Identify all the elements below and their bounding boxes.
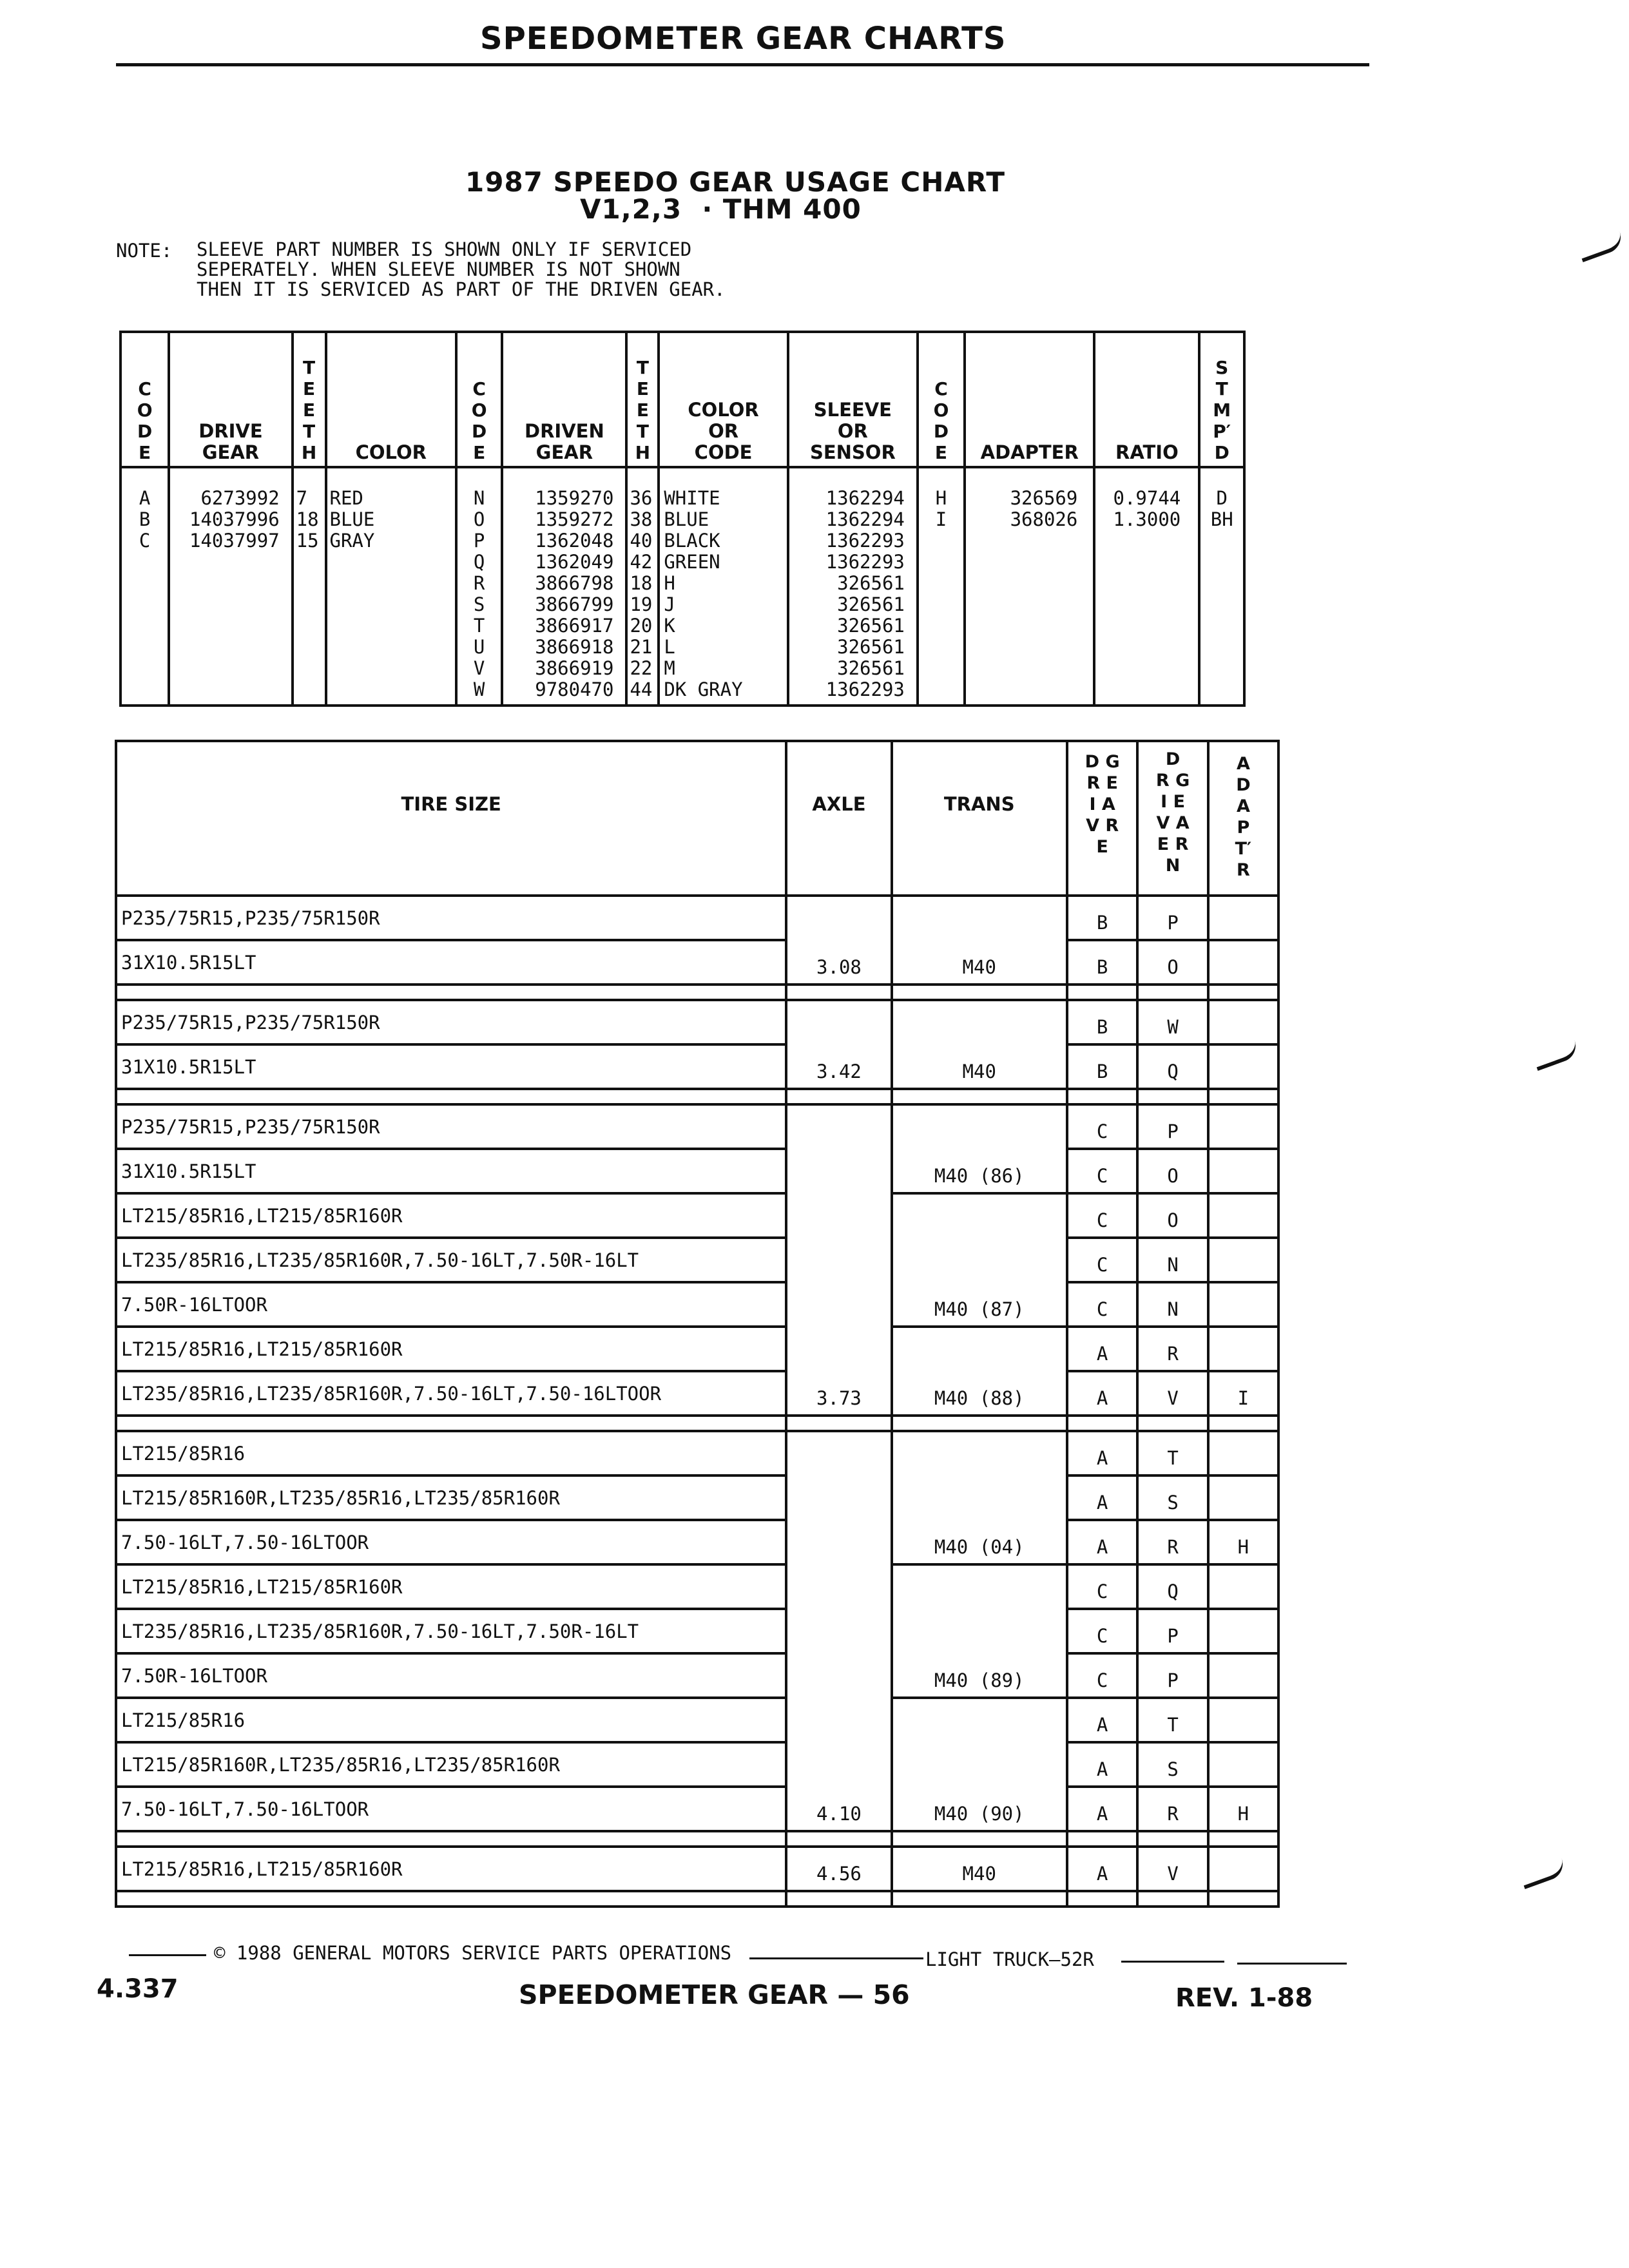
cell-drive-gear: C <box>1067 1193 1137 1238</box>
chart-subtitle: V1,2,3 · THM 400 <box>580 193 862 225</box>
cell-axle: 4.56 <box>786 1847 891 1891</box>
cell-driven-gear: O <box>1137 940 1208 985</box>
cell-drive-gear: B <box>1067 1044 1137 1089</box>
cell-driven-gear: W <box>1137 1000 1208 1044</box>
table-row <box>116 1847 1278 1891</box>
spacer-cell <box>786 1089 891 1104</box>
cell-driven-gear: S <box>1137 1475 1208 1520</box>
header-driven-gear: DRIVEN GEAR <box>502 332 626 467</box>
header-color-code: COLOR OR CODE <box>659 332 788 467</box>
cell-driven-gear: V <box>1137 1371 1208 1416</box>
cell-driven-gear: R <box>1137 1520 1208 1564</box>
spacer-cell <box>1137 1891 1208 1907</box>
table-body-row <box>120 467 1244 706</box>
spacer-cell <box>1208 1416 1278 1431</box>
cell-trans: M40 (87) <box>892 1193 1067 1327</box>
cell-tire-size: LT215/85R16 <box>116 1431 786 1475</box>
cell-adapter <box>1208 1104 1278 1149</box>
spacer-cell <box>1137 985 1208 1000</box>
cell-color: RED BLUE GRAY <box>326 467 457 706</box>
cell-tire-size: P235/75R15,P235/75R150R <box>116 896 786 940</box>
cell-tire-size: LT215/85R16,LT215/85R160R <box>116 1327 786 1371</box>
cell-adapter: I <box>1208 1371 1278 1416</box>
margin-mark <box>1577 231 1626 262</box>
cell-adapter <box>1208 1044 1278 1089</box>
table-row <box>116 1371 1278 1416</box>
cell-driven-gear: P <box>1137 896 1208 940</box>
cell-sleeve: 1362294 1362294 1362293 1362293 326561 326561 326561 326561 326561 1362293 <box>788 467 918 706</box>
cell-axle: 3.73 <box>786 1104 891 1416</box>
note-line: SLEEVE PART NUMBER IS SHOWN ONLY IF SERVICED <box>197 238 692 260</box>
table-row <box>116 940 1278 985</box>
header-code: C O D E <box>918 332 965 467</box>
table-row <box>116 1564 1278 1609</box>
spacer-cell <box>116 1416 786 1431</box>
cell-driven-gear: O <box>1137 1193 1208 1238</box>
cell-code: A B C <box>120 467 169 706</box>
table-row <box>116 1698 1278 1742</box>
cell-tire-size: LT235/85R16,LT235/85R160R,7.50-16LT,7.50R-16LT <box>116 1238 786 1282</box>
table-row <box>116 1431 1278 1475</box>
header-stmpd: S T M P′ D <box>1199 332 1244 467</box>
header-rule <box>116 63 1369 66</box>
cell-drive-gear: B <box>1067 940 1137 985</box>
table-row <box>116 1327 1278 1371</box>
cell-drive-gear: C <box>1067 1609 1137 1653</box>
cell-drive-gear: C <box>1067 1653 1137 1698</box>
spacer-cell <box>1137 1089 1208 1104</box>
table-row <box>116 1282 1278 1327</box>
spacer-cell <box>892 985 1067 1000</box>
cell-adapter <box>1208 940 1278 985</box>
cell-drive-gear: A <box>1067 1698 1137 1742</box>
cell-trans: M40 (89) <box>892 1564 1067 1698</box>
cell-teeth: 7 18 15 <box>293 467 326 706</box>
spacer-cell <box>786 985 891 1000</box>
spacer-row <box>116 1416 1278 1431</box>
footer-copyright: © 1988 GENERAL MOTORS SERVICE PARTS OPERATIONS <box>214 1942 732 1964</box>
tire-size-table <box>115 740 1280 1908</box>
cell-adapter <box>1208 1609 1278 1653</box>
cell-drive-gear: C <box>1067 1564 1137 1609</box>
header-sleeve: SLEEVE OR SENSOR <box>788 332 918 467</box>
cell-driven-gear: P <box>1137 1653 1208 1698</box>
cell-tire-size: LT215/85R16,LT215/85R160R <box>116 1193 786 1238</box>
table-row <box>116 1787 1278 1831</box>
cell-driven-gear: 1359270 1359272 1362048 1362049 3866798 3866799 3866917 3866918 3866919 9780470 <box>502 467 626 706</box>
header-axle: AXLE <box>786 741 891 896</box>
cell-tire-size: 7.50-16LT,7.50-16LTOOR <box>116 1787 786 1831</box>
cell-trans: M40 <box>892 1000 1067 1089</box>
spacer-cell <box>786 1831 891 1847</box>
table-row <box>116 1609 1278 1653</box>
cell-driven-gear: P <box>1137 1609 1208 1653</box>
cell-tire-size: 7.50R-16LTOOR <box>116 1653 786 1698</box>
footer-rule-right <box>1121 1961 1224 1963</box>
cell-tire-size: P235/75R15,P235/75R150R <box>116 1104 786 1149</box>
cell-color-code: WHITE BLUE BLACK GREEN H J K L M DK GRAY <box>659 467 788 706</box>
note-label: NOTE: <box>116 240 173 262</box>
table-header-row <box>116 741 1278 896</box>
cell-driven-gear: N <box>1137 1238 1208 1282</box>
cell-adapter <box>1208 1742 1278 1787</box>
cell-adapter <box>1208 896 1278 940</box>
spacer-cell <box>892 1831 1067 1847</box>
table-row <box>116 1000 1278 1044</box>
cell-adapter <box>1208 1653 1278 1698</box>
note-line: SEPERATELY. WHEN SLEEVE NUMBER IS NOT SHOWN <box>197 258 680 280</box>
cell-drive-gear: A <box>1067 1475 1137 1520</box>
cell-drive-gear: A <box>1067 1847 1137 1891</box>
table-row <box>116 1238 1278 1282</box>
gear-usage-table <box>119 331 1246 707</box>
spacer-row <box>116 1089 1278 1104</box>
cell-driven-gear: V <box>1137 1847 1208 1891</box>
cell-tire-size: LT215/85R16,LT215/85R160R <box>116 1564 786 1609</box>
table-header-row <box>120 332 1244 467</box>
cell-drive-gear: A <box>1067 1742 1137 1787</box>
cell-driven-gear: R <box>1137 1327 1208 1371</box>
header-adapter: ADAPTER <box>965 332 1094 467</box>
table-row <box>116 1104 1278 1149</box>
cell-drive-gear: A <box>1067 1431 1137 1475</box>
spacer-cell <box>1067 1831 1137 1847</box>
cell-teeth: 36 38 40 42 18 19 20 21 22 44 <box>626 467 659 706</box>
header-code: C O D E <box>456 332 502 467</box>
spacer-cell <box>892 1891 1067 1907</box>
table-row <box>116 896 1278 940</box>
cell-code: H I <box>918 467 965 706</box>
spacer-cell <box>1067 1089 1137 1104</box>
cell-adapter: H <box>1208 1520 1278 1564</box>
page-title: SPEEDOMETER GEAR CHARTS <box>480 21 1007 57</box>
cell-trans: M40 <box>892 1847 1067 1891</box>
spacer-cell <box>1208 1891 1278 1907</box>
header-ratio: RATIO <box>1094 332 1199 467</box>
table-row <box>116 1475 1278 1520</box>
cell-drive-gear: A <box>1067 1787 1137 1831</box>
footer-rule-right-2 <box>1237 1963 1347 1965</box>
spacer-row <box>116 1831 1278 1847</box>
cell-adapter <box>1208 1149 1278 1193</box>
header-teeth: T E E T H <box>626 332 659 467</box>
spacer-cell <box>1208 985 1278 1000</box>
cell-driven-gear: O <box>1137 1149 1208 1193</box>
cell-drive-gear: B <box>1067 1000 1137 1044</box>
spacer-cell <box>892 1416 1067 1431</box>
spacer-cell <box>1137 1831 1208 1847</box>
cell-tire-size: LT215/85R16 <box>116 1698 786 1742</box>
header-adapter: A D A P T′ R <box>1208 741 1278 896</box>
footer-light-truck: LIGHT TRUCK—52R <box>925 1948 1094 1970</box>
spacer-row <box>116 985 1278 1000</box>
footer-page-code: 4.337 <box>97 1974 178 2004</box>
header-drive-gear: D G R E I A V R E <box>1067 741 1137 896</box>
cell-drive-gear: A <box>1067 1327 1137 1371</box>
spacer-cell <box>116 1089 786 1104</box>
header-tire-size: TIRE SIZE <box>116 741 786 896</box>
cell-axle: 3.08 <box>786 896 891 985</box>
cell-adapter <box>1208 1000 1278 1044</box>
spacer-cell <box>786 1891 891 1907</box>
header-color: COLOR <box>326 332 457 467</box>
cell-driven-gear: Q <box>1137 1044 1208 1089</box>
table-row <box>116 1742 1278 1787</box>
spacer-cell <box>892 1089 1067 1104</box>
cell-adapter <box>1208 1475 1278 1520</box>
spacer-cell <box>1137 1416 1208 1431</box>
table-row <box>116 1193 1278 1238</box>
spacer-cell <box>116 985 786 1000</box>
cell-tire-size: 7.50R-16LTOOR <box>116 1282 786 1327</box>
cell-tire-size: LT215/85R160R,LT235/85R16,LT235/85R160R <box>116 1475 786 1520</box>
margin-mark <box>1519 1858 1568 1889</box>
table-row <box>116 1149 1278 1193</box>
margin-mark <box>1532 1040 1581 1071</box>
spacer-cell <box>1067 985 1137 1000</box>
table-row <box>116 1653 1278 1698</box>
cell-tire-size: LT235/85R16,LT235/85R160R,7.50-16LT,7.50R-16LT <box>116 1609 786 1653</box>
cell-tire-size: LT235/85R16,LT235/85R160R,7.50-16LT,7.50-16LTOOR <box>116 1371 786 1416</box>
cell-drive-gear: C <box>1067 1104 1137 1149</box>
cell-adapter: 326569 368026 <box>965 467 1094 706</box>
cell-driven-gear: Q <box>1137 1564 1208 1609</box>
cell-drive-gear: B <box>1067 896 1137 940</box>
spacer-cell <box>1067 1416 1137 1431</box>
table-row <box>116 1520 1278 1564</box>
cell-tire-size: LT215/85R160R,LT235/85R16,LT235/85R160R <box>116 1742 786 1787</box>
cell-adapter <box>1208 1431 1278 1475</box>
chart-title: 1987 SPEEDO GEAR USAGE CHART <box>465 166 1005 198</box>
cell-drive-gear: A <box>1067 1520 1137 1564</box>
cell-drive-gear: C <box>1067 1282 1137 1327</box>
cell-axle: 4.10 <box>786 1431 891 1831</box>
cell-adapter <box>1208 1282 1278 1327</box>
cell-drive-gear: 6273992 14037996 14037997 <box>169 467 292 706</box>
cell-tire-size: P235/75R15,P235/75R150R <box>116 1000 786 1044</box>
cell-drive-gear: C <box>1067 1149 1137 1193</box>
header-trans: TRANS <box>892 741 1067 896</box>
cell-tire-size: 31X10.5R15LT <box>116 1044 786 1089</box>
cell-driven-gear: N <box>1137 1282 1208 1327</box>
cell-tire-size: 7.50-16LT,7.50-16LTOOR <box>116 1520 786 1564</box>
cell-driven-gear: T <box>1137 1698 1208 1742</box>
footer-rule-mid <box>749 1957 923 1959</box>
header-drive-gear: DRIVE GEAR <box>169 332 292 467</box>
footer-rule-left <box>129 1954 206 1956</box>
spacer-cell <box>1208 1831 1278 1847</box>
cell-trans: M40 (86) <box>892 1104 1067 1193</box>
footer-title: SPEEDOMETER GEAR — 56 <box>519 1979 910 2010</box>
cell-driven-gear: S <box>1137 1742 1208 1787</box>
cell-tire-size: 31X10.5R15LT <box>116 940 786 985</box>
cell-adapter <box>1208 1327 1278 1371</box>
header-code: C O D E <box>120 332 169 467</box>
spacer-cell <box>1208 1089 1278 1104</box>
cell-adapter <box>1208 1847 1278 1891</box>
header-teeth: T E E T H <box>293 332 326 467</box>
cell-trans: M40 (90) <box>892 1698 1067 1831</box>
table-row <box>116 1044 1278 1089</box>
cell-adapter <box>1208 1193 1278 1238</box>
cell-driven-gear: P <box>1137 1104 1208 1149</box>
cell-axle: 3.42 <box>786 1000 891 1089</box>
note-text <box>197 240 726 300</box>
cell-adapter <box>1208 1238 1278 1282</box>
spacer-cell <box>786 1416 891 1431</box>
cell-tire-size: 31X10.5R15LT <box>116 1149 786 1193</box>
cell-ratio: 0.9744 1.3000 <box>1094 467 1199 706</box>
cell-adapter <box>1208 1564 1278 1609</box>
note-line: THEN IT IS SERVICED AS PART OF THE DRIVEN GEAR. <box>197 278 726 300</box>
cell-driven-gear: R <box>1137 1787 1208 1831</box>
spacer-cell <box>116 1831 786 1847</box>
cell-tire-size: LT215/85R16,LT215/85R160R <box>116 1847 786 1891</box>
spacer-cell <box>1067 1891 1137 1907</box>
spacer-row <box>116 1891 1278 1907</box>
footer-revision: REV. 1-88 <box>1175 1983 1313 2013</box>
header-driven-gear: D R G I E V A E R N <box>1137 741 1208 896</box>
cell-drive-gear: C <box>1067 1238 1137 1282</box>
cell-code: N O P Q R S T U V W <box>456 467 502 706</box>
cell-drive-gear: A <box>1067 1371 1137 1416</box>
cell-adapter: H <box>1208 1787 1278 1831</box>
cell-trans: M40 (88) <box>892 1327 1067 1416</box>
cell-driven-gear: T <box>1137 1431 1208 1475</box>
spacer-cell <box>116 1891 786 1907</box>
cell-stmpd: D BH <box>1199 467 1244 706</box>
cell-adapter <box>1208 1698 1278 1742</box>
cell-trans: M40 <box>892 896 1067 985</box>
cell-trans: M40 (04) <box>892 1431 1067 1564</box>
